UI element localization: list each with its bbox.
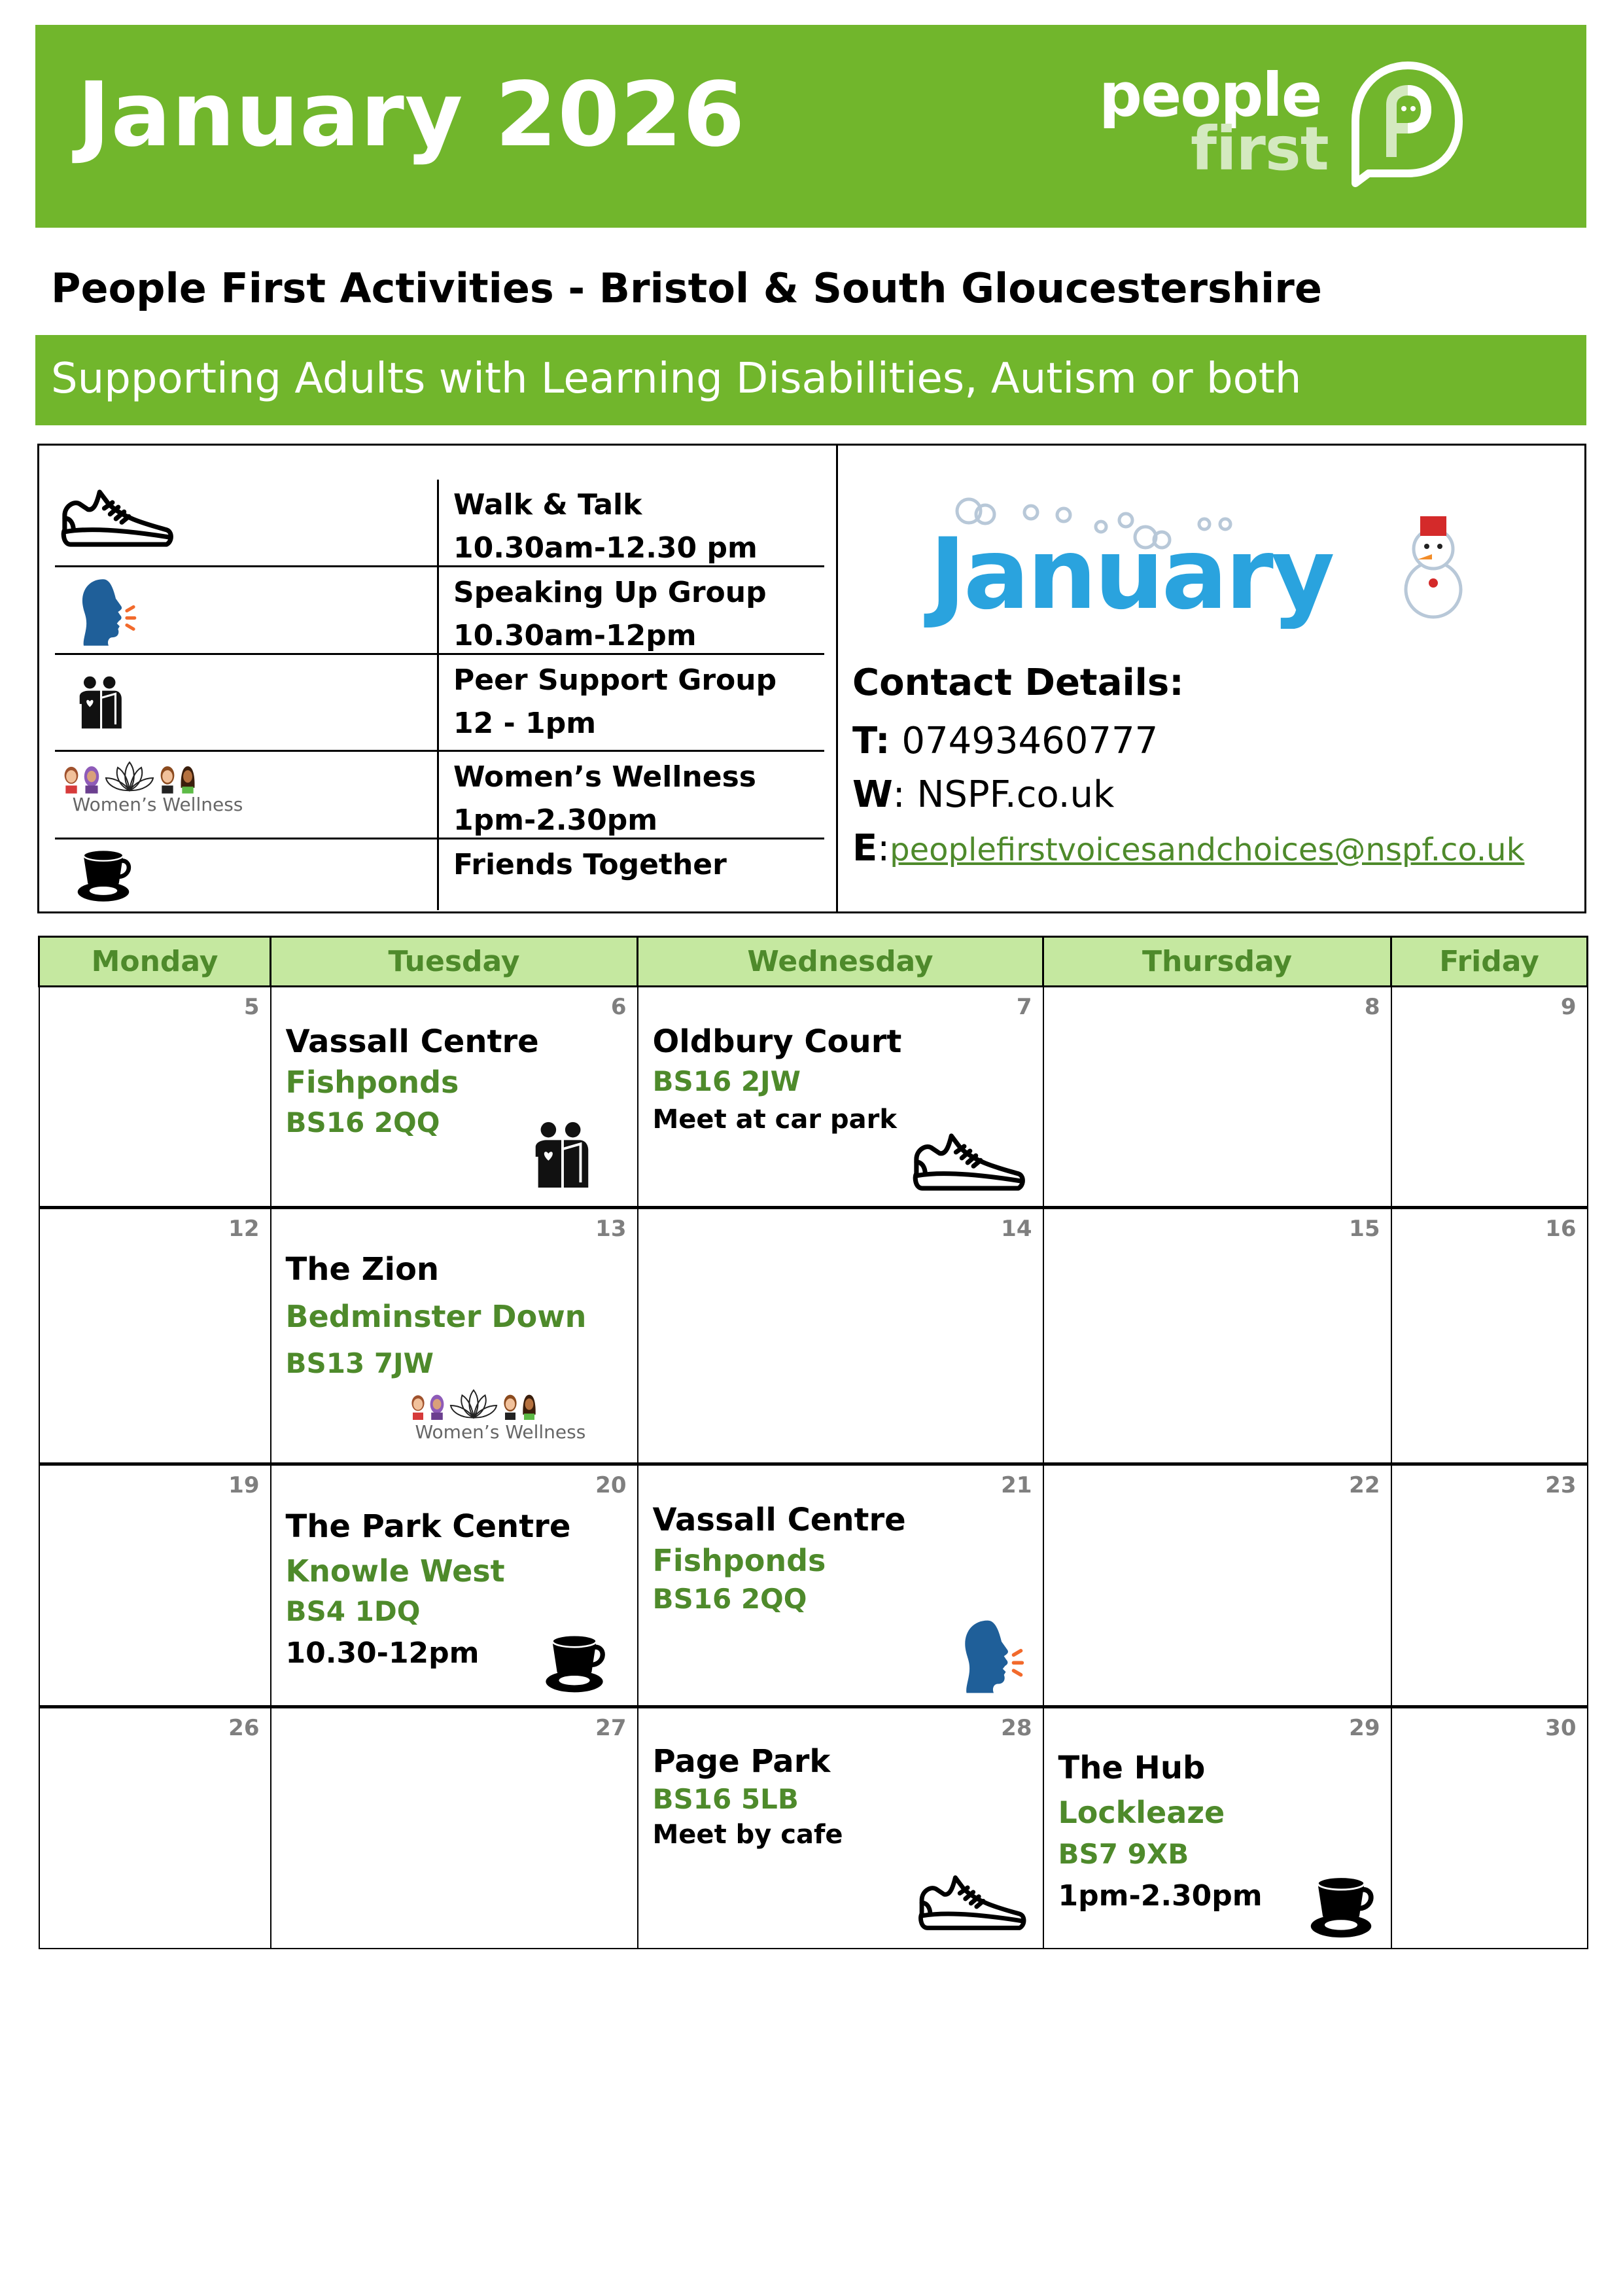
event-time: 10.30-12pm — [285, 1636, 480, 1670]
logo-text-first: first — [1191, 114, 1329, 184]
event-area: Fishponds — [285, 1065, 459, 1100]
womens-wellness-icon — [63, 761, 253, 815]
day-number: 21 — [1001, 1472, 1032, 1498]
day-cell — [1391, 1208, 1588, 1464]
event-venue: The Zion — [285, 1251, 440, 1288]
day-number: 30 — [1545, 1715, 1577, 1741]
day-cell — [39, 1208, 271, 1464]
day-number: 19 — [228, 1472, 260, 1498]
day-number: 20 — [595, 1472, 627, 1498]
day-number: 8 — [1364, 994, 1380, 1020]
speaking-head-icon — [958, 1617, 1030, 1696]
day-cell — [1391, 1464, 1588, 1707]
day-cell — [39, 1464, 271, 1707]
event-postcode: BS16 2JW — [652, 1065, 801, 1097]
day-number: 26 — [228, 1715, 260, 1741]
day-cell — [1391, 987, 1588, 1208]
event-postcode: BS16 5LB — [652, 1783, 799, 1815]
day-number: 9 — [1560, 994, 1577, 1020]
activity-legend — [55, 480, 824, 910]
day-header-wednesday: Wednesday — [638, 937, 1043, 987]
day-cell — [39, 1707, 271, 1949]
event-note: Meet by cafe — [652, 1820, 843, 1850]
tagline: Supporting Adults with Learning Disabilities, Autism or both — [51, 355, 1302, 403]
legend-item-speaking-up — [55, 567, 824, 655]
day-cell-event[interactable] — [271, 1208, 638, 1464]
event-time: 1pm-2.30pm — [1058, 1879, 1263, 1913]
day-header-friday: Friday — [1391, 937, 1588, 987]
day-number: 29 — [1349, 1715, 1380, 1741]
day-cell — [1043, 1208, 1391, 1464]
event-venue: Oldbury Court — [652, 1023, 902, 1060]
day-number: 13 — [595, 1216, 627, 1242]
day-number: 5 — [243, 994, 260, 1020]
legend-activity-name: Peer Support Group — [453, 663, 777, 697]
calendar-week — [39, 987, 1588, 1208]
womens-wellness-icon — [410, 1388, 606, 1443]
event-details — [286, 1246, 587, 1387]
peer-support-icon — [525, 1118, 597, 1189]
contact-email: E:peoplefirstvoicesandchoices@nspf.co.uk — [852, 827, 1525, 870]
legend-item-friends-together — [55, 839, 824, 910]
tagline-banner — [35, 335, 1586, 425]
day-number: 27 — [595, 1715, 627, 1741]
day-header-monday: Monday — [39, 937, 271, 987]
peer-support-icon — [73, 673, 127, 730]
calendar-table — [38, 936, 1588, 1949]
event-postcode: BS13 7JW — [285, 1347, 434, 1379]
event-area: Fishponds — [652, 1543, 826, 1578]
event-area: Knowle West — [285, 1553, 505, 1589]
calendar-week — [39, 1464, 1588, 1707]
legend-activity-name: Friends Together — [453, 848, 727, 881]
event-postcode: BS16 2QQ — [652, 1583, 807, 1615]
event-details — [653, 1741, 843, 1852]
event-area: Lockleaze — [1058, 1795, 1225, 1830]
day-number: 7 — [1016, 994, 1032, 1020]
event-venue: Vassall Centre — [652, 1502, 906, 1538]
coffee-cup-icon — [540, 1629, 609, 1695]
event-details — [653, 1021, 902, 1138]
day-cell — [1043, 1464, 1391, 1707]
january-snowman-art-icon — [923, 491, 1486, 629]
calendar-week — [39, 1707, 1588, 1949]
legend-item-womens-wellness — [55, 752, 824, 839]
day-cell-event[interactable] — [1043, 1707, 1391, 1949]
header-banner — [35, 25, 1586, 228]
logo-text-people: people — [1099, 60, 1321, 130]
day-cell — [1043, 987, 1391, 1208]
contact-website: W: NSPF.co.uk — [852, 773, 1115, 816]
day-cell-event[interactable] — [638, 987, 1043, 1208]
website: NSPF.co.uk — [916, 773, 1115, 816]
day-cell-event[interactable] — [271, 1464, 638, 1707]
womens-wellness-label: Women’s Wellness — [415, 1421, 586, 1443]
event-venue: The Park Centre — [285, 1508, 571, 1545]
event-venue: The Hub — [1058, 1750, 1206, 1786]
speech-bubble-p-icon — [1342, 59, 1467, 190]
legend-activity-name: Walk & Talk — [453, 488, 642, 521]
day-cell-event[interactable] — [638, 1707, 1043, 1949]
day-cell-event[interactable] — [271, 987, 638, 1208]
calendar-week — [39, 1208, 1588, 1464]
contact-title: Contact Details: — [852, 662, 1184, 704]
coffee-cup-icon — [1303, 1871, 1379, 1940]
calendar-header-row — [39, 937, 1588, 987]
event-venue: Vassall Centre — [285, 1023, 539, 1060]
event-postcode: BS4 1DQ — [285, 1595, 421, 1627]
event-details — [653, 1500, 906, 1617]
day-cell — [39, 987, 271, 1208]
day-cell — [271, 1707, 638, 1949]
legend-contact-box — [37, 444, 1586, 913]
event-area: Bedminster Down — [285, 1299, 587, 1334]
legend-activity-time: 10.30am-12pm — [453, 619, 697, 652]
email-link[interactable]: peoplefirstvoicesandchoices@nspf.co.uk — [890, 832, 1525, 868]
womens-wellness-label: Women’s Wellness — [72, 794, 243, 815]
event-venue: Page Park — [652, 1743, 831, 1780]
contact-phone: T: 07493460777 — [852, 720, 1159, 762]
event-postcode: BS7 9XB — [1058, 1838, 1189, 1870]
sneaker-icon — [911, 1130, 1027, 1194]
contact-details — [852, 662, 1524, 877]
sneaker-icon — [916, 1872, 1028, 1934]
legend-activity-name: Women’s Wellness — [453, 760, 756, 794]
day-number: 16 — [1545, 1216, 1577, 1242]
legend-activity-name: Speaking Up Group — [453, 576, 767, 609]
day-number: 28 — [1001, 1715, 1032, 1741]
people-first-logo — [1079, 59, 1485, 196]
legend-activity-time: 1pm-2.30pm — [453, 804, 658, 837]
event-postcode: BS16 2QQ — [285, 1106, 440, 1139]
sneaker-icon — [59, 486, 175, 550]
contact-panel — [838, 446, 1584, 911]
day-number: 14 — [1001, 1216, 1032, 1242]
event-details — [1058, 1745, 1263, 1918]
legend-activity-time: 12 - 1pm — [453, 707, 597, 740]
day-number: 6 — [610, 994, 627, 1020]
day-number: 23 — [1545, 1472, 1577, 1498]
coffee-cup-icon — [72, 845, 135, 904]
page-title: January 2026 — [77, 63, 746, 167]
page-subtitle: People First Activities - Bristol & South Gloucestershire — [51, 264, 1322, 312]
phone-number: 07493460777 — [901, 720, 1159, 762]
day-cell — [1391, 1707, 1588, 1949]
speaking-head-icon — [73, 576, 144, 648]
day-cell-event[interactable] — [638, 1464, 1043, 1707]
legend-item-walk-talk — [55, 480, 824, 567]
day-number: 22 — [1349, 1472, 1380, 1498]
svg-text:January: January — [930, 518, 1333, 629]
event-details — [286, 1021, 539, 1143]
day-header-thursday: Thursday — [1043, 937, 1391, 987]
day-number: 12 — [228, 1216, 260, 1242]
legend-activity-time: 10.30am-12.30 pm — [453, 531, 758, 565]
day-header-tuesday: Tuesday — [271, 937, 638, 987]
legend-item-peer-support — [55, 655, 824, 752]
day-cell — [638, 1208, 1043, 1464]
event-details — [286, 1504, 571, 1676]
event-note: Meet at car park — [652, 1104, 897, 1135]
day-number: 15 — [1349, 1216, 1380, 1242]
